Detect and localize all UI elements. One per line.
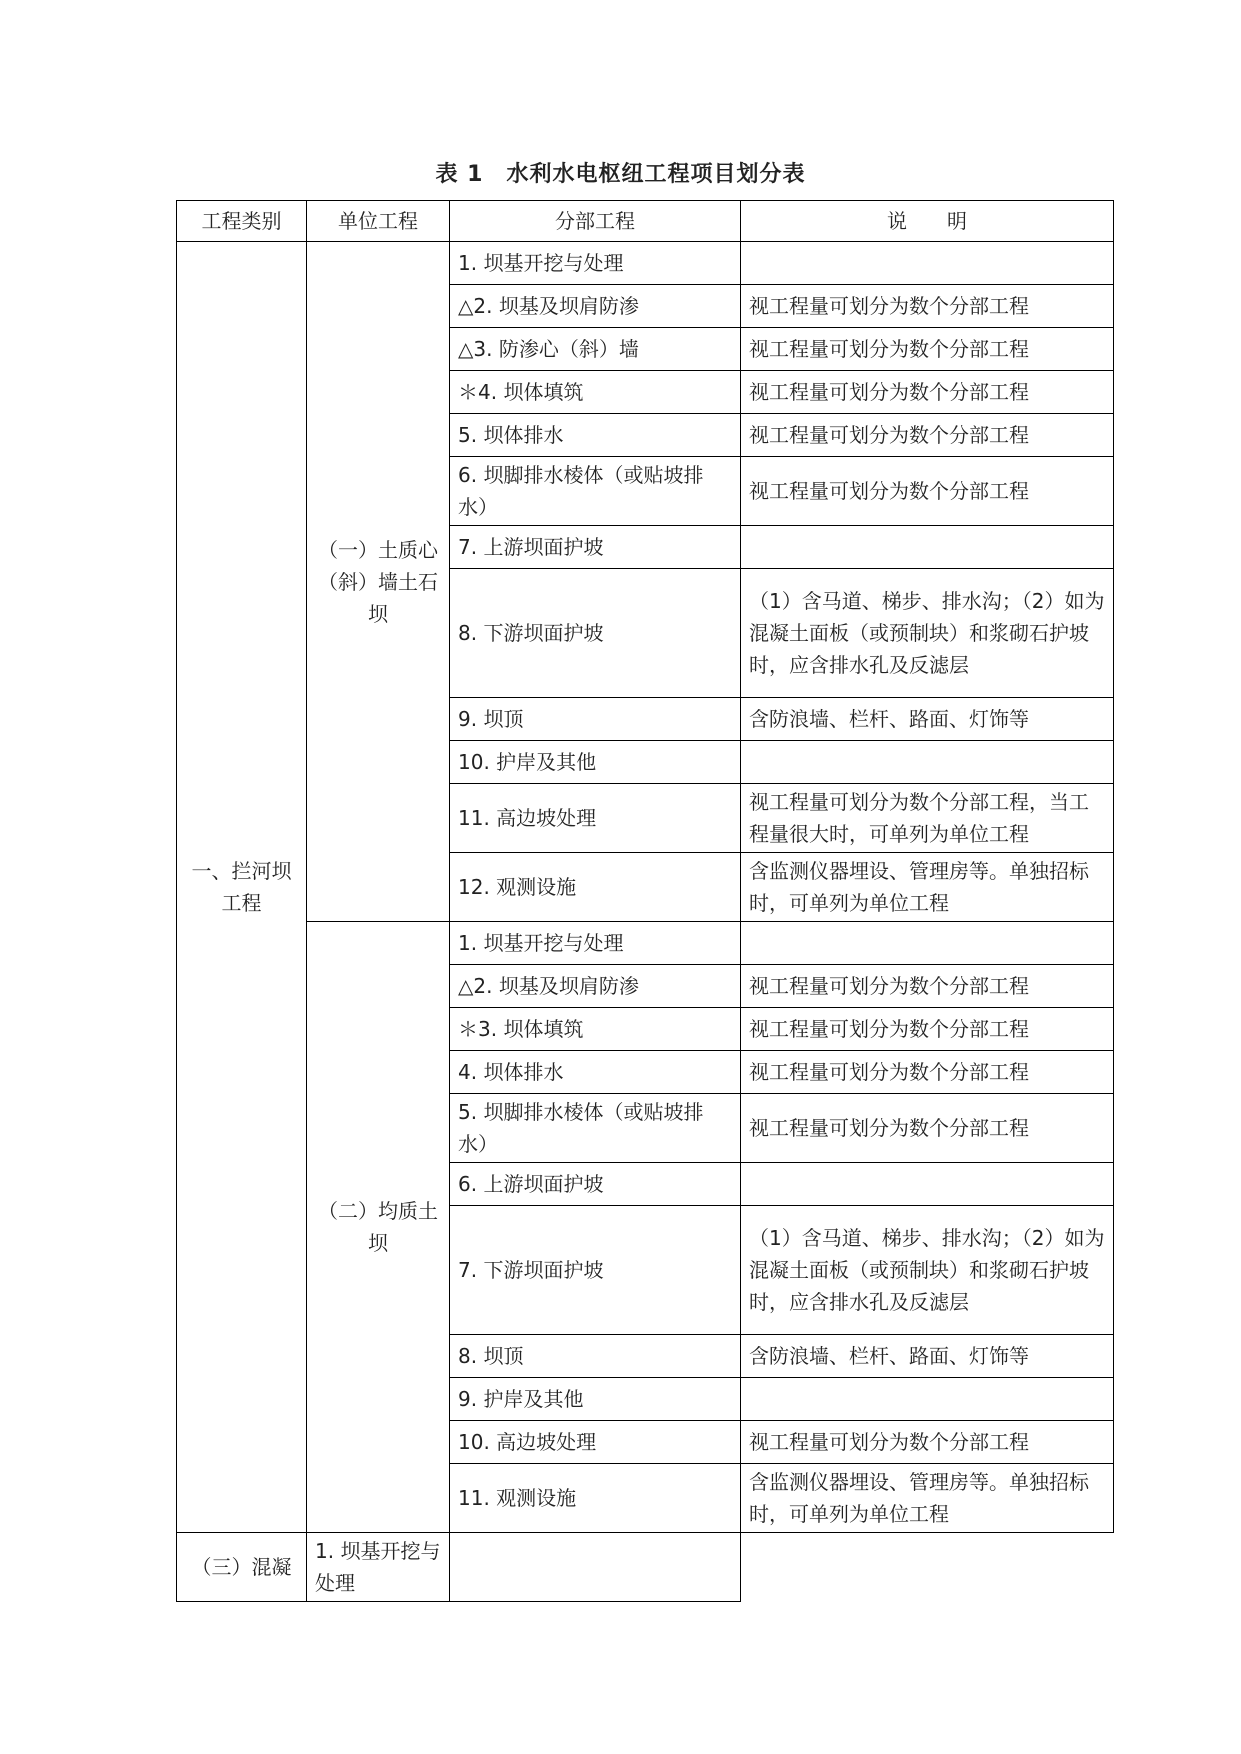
note-cell: （1）含马道、梯步、排水沟；（2）如为混凝土面板（或预制块）和浆砌石护坡时，应含排水孔及反滤层 [741,569,1114,698]
note-cell [741,922,1114,965]
note-cell: 视工程量可划分为数个分部工程 [741,371,1114,414]
header-category: 工程类别 [177,201,307,242]
note-cell: 含防浪墙、栏杆、路面、灯饰等 [741,698,1114,741]
table-row [177,922,1114,965]
table-row [177,1533,1114,1602]
division-cell: △2. 坝基及坝肩防渗 [450,965,741,1008]
header-note: 说 明 [741,201,1114,242]
note-cell: 视工程量可划分为数个分部工程 [741,965,1114,1008]
note-cell [741,741,1114,784]
page-title: 表 1 水利水电枢纽工程项目划分表 [435,162,806,187]
division-cell: △3. 防渗心（斜）墙 [450,328,741,371]
note-cell: 视工程量可划分为数个分部工程 [741,1421,1114,1464]
note-cell [741,242,1114,285]
note-cell: 视工程量可划分为数个分部工程 [741,285,1114,328]
division-cell: 11. 高边坡处理 [450,784,741,853]
division-cell: ＊4. 坝体填筑 [450,371,741,414]
division-cell: ＊3. 坝体填筑 [450,1008,741,1051]
division-cell: 8. 下游坝面护坡 [450,569,741,698]
note-cell [741,1378,1114,1421]
division-cell: 12. 观测设施 [450,853,741,922]
note-cell [741,1163,1114,1206]
header-division: 分部工程 [450,201,741,242]
division-cell: 9. 护岸及其他 [450,1378,741,1421]
note-cell [741,526,1114,569]
header-unit: 单位工程 [307,201,450,242]
category-cell: 一、拦河坝工程 [177,242,307,1533]
note-cell: 含防浪墙、栏杆、路面、灯饰等 [741,1335,1114,1378]
table-header-row [177,201,1114,242]
division-cell: 10. 高边坡处理 [450,1421,741,1464]
division-cell: 4. 坝体排水 [450,1051,741,1094]
note-cell: 视工程量可划分为数个分部工程 [741,1008,1114,1051]
note-cell: 含监测仪器埋设、管理房等。单独招标时，可单列为单位工程 [741,853,1114,922]
table-row [177,242,1114,285]
note-cell: （1）含马道、梯步、排水沟；（2）如为混凝土面板（或预制块）和浆砌石护坡时，应含排水孔及反滤层 [741,1206,1114,1335]
division-cell: 5. 坝体排水 [450,414,741,457]
division-cell: 9. 坝顶 [450,698,741,741]
division-cell: 6. 上游坝面护坡 [450,1163,741,1206]
division-cell: 6. 坝脚排水棱体（或贴坡排水） [450,457,741,526]
note-cell: 视工程量可划分为数个分部工程，当工程量很大时，可单列为单位工程 [741,784,1114,853]
division-cell: △2. 坝基及坝肩防渗 [450,285,741,328]
project-division-table [176,200,1114,1602]
unit-cell: （三）混凝 [177,1533,307,1602]
division-cell: 8. 坝顶 [450,1335,741,1378]
note-cell: 视工程量可划分为数个分部工程 [741,457,1114,526]
division-cell: 10. 护岸及其他 [450,741,741,784]
note-cell: 视工程量可划分为数个分部工程 [741,1094,1114,1163]
division-cell: 1. 坝基开挖与处理 [450,922,741,965]
note-cell: 视工程量可划分为数个分部工程 [741,328,1114,371]
division-cell: 1. 坝基开挖与处理 [307,1533,450,1602]
unit-cell: （二）均质土坝 [307,922,450,1533]
division-cell: 5. 坝脚排水棱体（或贴坡排水） [450,1094,741,1163]
unit-cell: （一）土质心（斜）墙土石坝 [307,242,450,922]
note-cell: 视工程量可划分为数个分部工程 [741,1051,1114,1094]
division-cell: 1. 坝基开挖与处理 [450,242,741,285]
note-cell: 视工程量可划分为数个分部工程 [741,414,1114,457]
division-cell: 7. 下游坝面护坡 [450,1206,741,1335]
division-cell: 11. 观测设施 [450,1464,741,1533]
note-cell: 含监测仪器埋设、管理房等。单独招标时，可单列为单位工程 [741,1464,1114,1533]
division-cell: 7. 上游坝面护坡 [450,526,741,569]
note-cell [450,1533,741,1602]
